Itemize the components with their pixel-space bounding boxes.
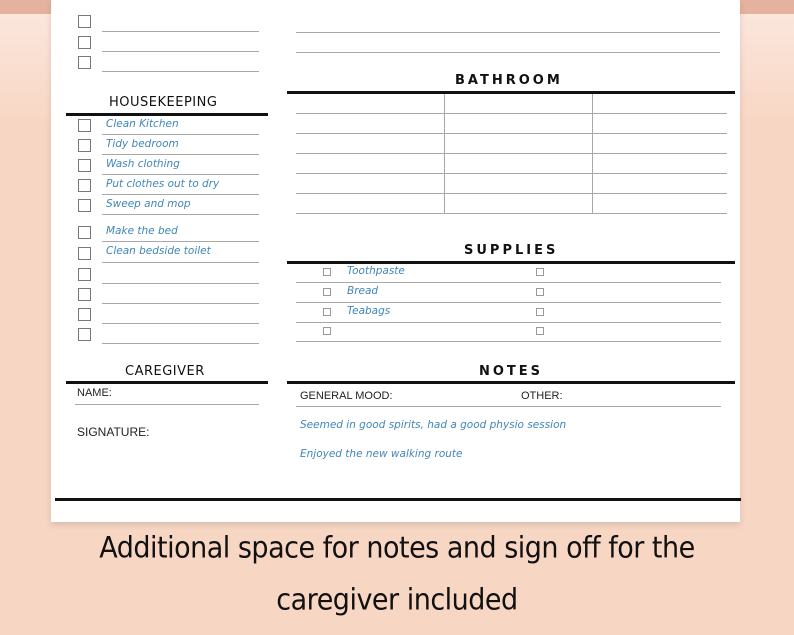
checkbox[interactable] <box>536 327 544 335</box>
signature-label: SIGNATURE: <box>77 425 150 439</box>
checkbox[interactable] <box>536 268 544 276</box>
write-line <box>296 341 721 342</box>
checkbox[interactable] <box>78 139 91 152</box>
grid-line <box>296 153 727 154</box>
checkbox[interactable] <box>536 288 544 296</box>
grid-divider <box>444 94 445 214</box>
write-line <box>296 32 720 33</box>
bottom-rule <box>55 498 741 501</box>
write-line <box>102 134 259 135</box>
checkbox[interactable] <box>78 56 91 69</box>
grid-line <box>296 133 727 134</box>
write-line <box>102 31 259 32</box>
checkbox[interactable] <box>78 226 91 239</box>
checkbox[interactable] <box>536 308 544 316</box>
notes-title: NOTES <box>479 364 544 379</box>
write-line <box>296 282 721 283</box>
checkbox[interactable] <box>78 199 91 212</box>
grid-line <box>296 193 727 194</box>
grid-line <box>296 113 727 114</box>
grid-divider <box>592 94 593 214</box>
checkbox[interactable] <box>78 159 91 172</box>
housekeeping-title: HOUSEKEEPING <box>109 95 218 110</box>
write-line <box>102 51 259 52</box>
caption-line-1: Additional space for notes and sign off for the <box>99 531 695 566</box>
note-entry: Enjoyed the new walking route <box>300 448 463 460</box>
section-rule <box>287 91 735 94</box>
other-label: OTHER: <box>521 390 563 402</box>
housekeeping-item: Tidy bedroom <box>106 138 179 150</box>
note-entry: Seemed in good spirits, had a good physio session <box>300 419 567 431</box>
grid-line <box>296 173 727 174</box>
checkbox[interactable] <box>323 288 331 296</box>
checkbox[interactable] <box>78 179 91 192</box>
supplies-title: SUPPLIES <box>464 243 559 258</box>
name-line[interactable] <box>75 404 259 405</box>
write-line <box>296 322 721 323</box>
write-line <box>102 241 259 242</box>
checkbox[interactable] <box>78 119 91 132</box>
name-label: NAME: <box>77 387 112 399</box>
supply-item: Teabags <box>347 305 391 317</box>
housekeeping-item: Put clothes out to dry <box>106 178 220 190</box>
write-line <box>102 303 259 304</box>
housekeeping-item: Clean Kitchen <box>106 118 179 130</box>
write-line <box>102 71 259 72</box>
checkbox[interactable] <box>78 308 91 321</box>
write-line <box>296 52 720 53</box>
section-rule <box>287 261 735 264</box>
section-rule <box>66 113 268 116</box>
section-rule <box>66 381 268 384</box>
notes-line <box>296 406 721 407</box>
checkbox[interactable] <box>323 327 331 335</box>
checkbox[interactable] <box>323 268 331 276</box>
write-line <box>102 194 259 195</box>
write-line <box>102 283 259 284</box>
write-line <box>296 302 721 303</box>
write-line <box>102 262 259 263</box>
general-mood-label: GENERAL MOOD: <box>300 390 393 402</box>
write-line <box>102 154 259 155</box>
checkbox[interactable] <box>78 247 91 260</box>
write-line <box>102 214 259 215</box>
planner-sheet <box>51 0 740 522</box>
checkbox[interactable] <box>78 15 91 28</box>
checkbox[interactable] <box>78 328 91 341</box>
housekeeping-item: Sweep and mop <box>106 198 191 210</box>
supply-item: Toothpaste <box>347 265 405 277</box>
checkbox[interactable] <box>78 36 91 49</box>
section-rule <box>287 381 735 384</box>
checkbox[interactable] <box>78 288 91 301</box>
housekeeping-item: Make the bed <box>106 225 178 237</box>
grid-line <box>296 213 727 214</box>
caregiver-title: CAREGIVER <box>125 364 205 379</box>
checkbox[interactable] <box>323 308 331 316</box>
housekeeping-item: Clean bedside toilet <box>106 245 211 257</box>
supply-item: Bread <box>347 285 379 297</box>
write-line <box>102 323 259 324</box>
write-line <box>102 174 259 175</box>
checkbox[interactable] <box>78 268 91 281</box>
write-line <box>102 343 259 344</box>
housekeeping-item: Wash clothing <box>106 158 180 170</box>
bathroom-title: BATHROOM <box>455 73 563 88</box>
caption-line-2: caregiver included <box>276 583 518 618</box>
